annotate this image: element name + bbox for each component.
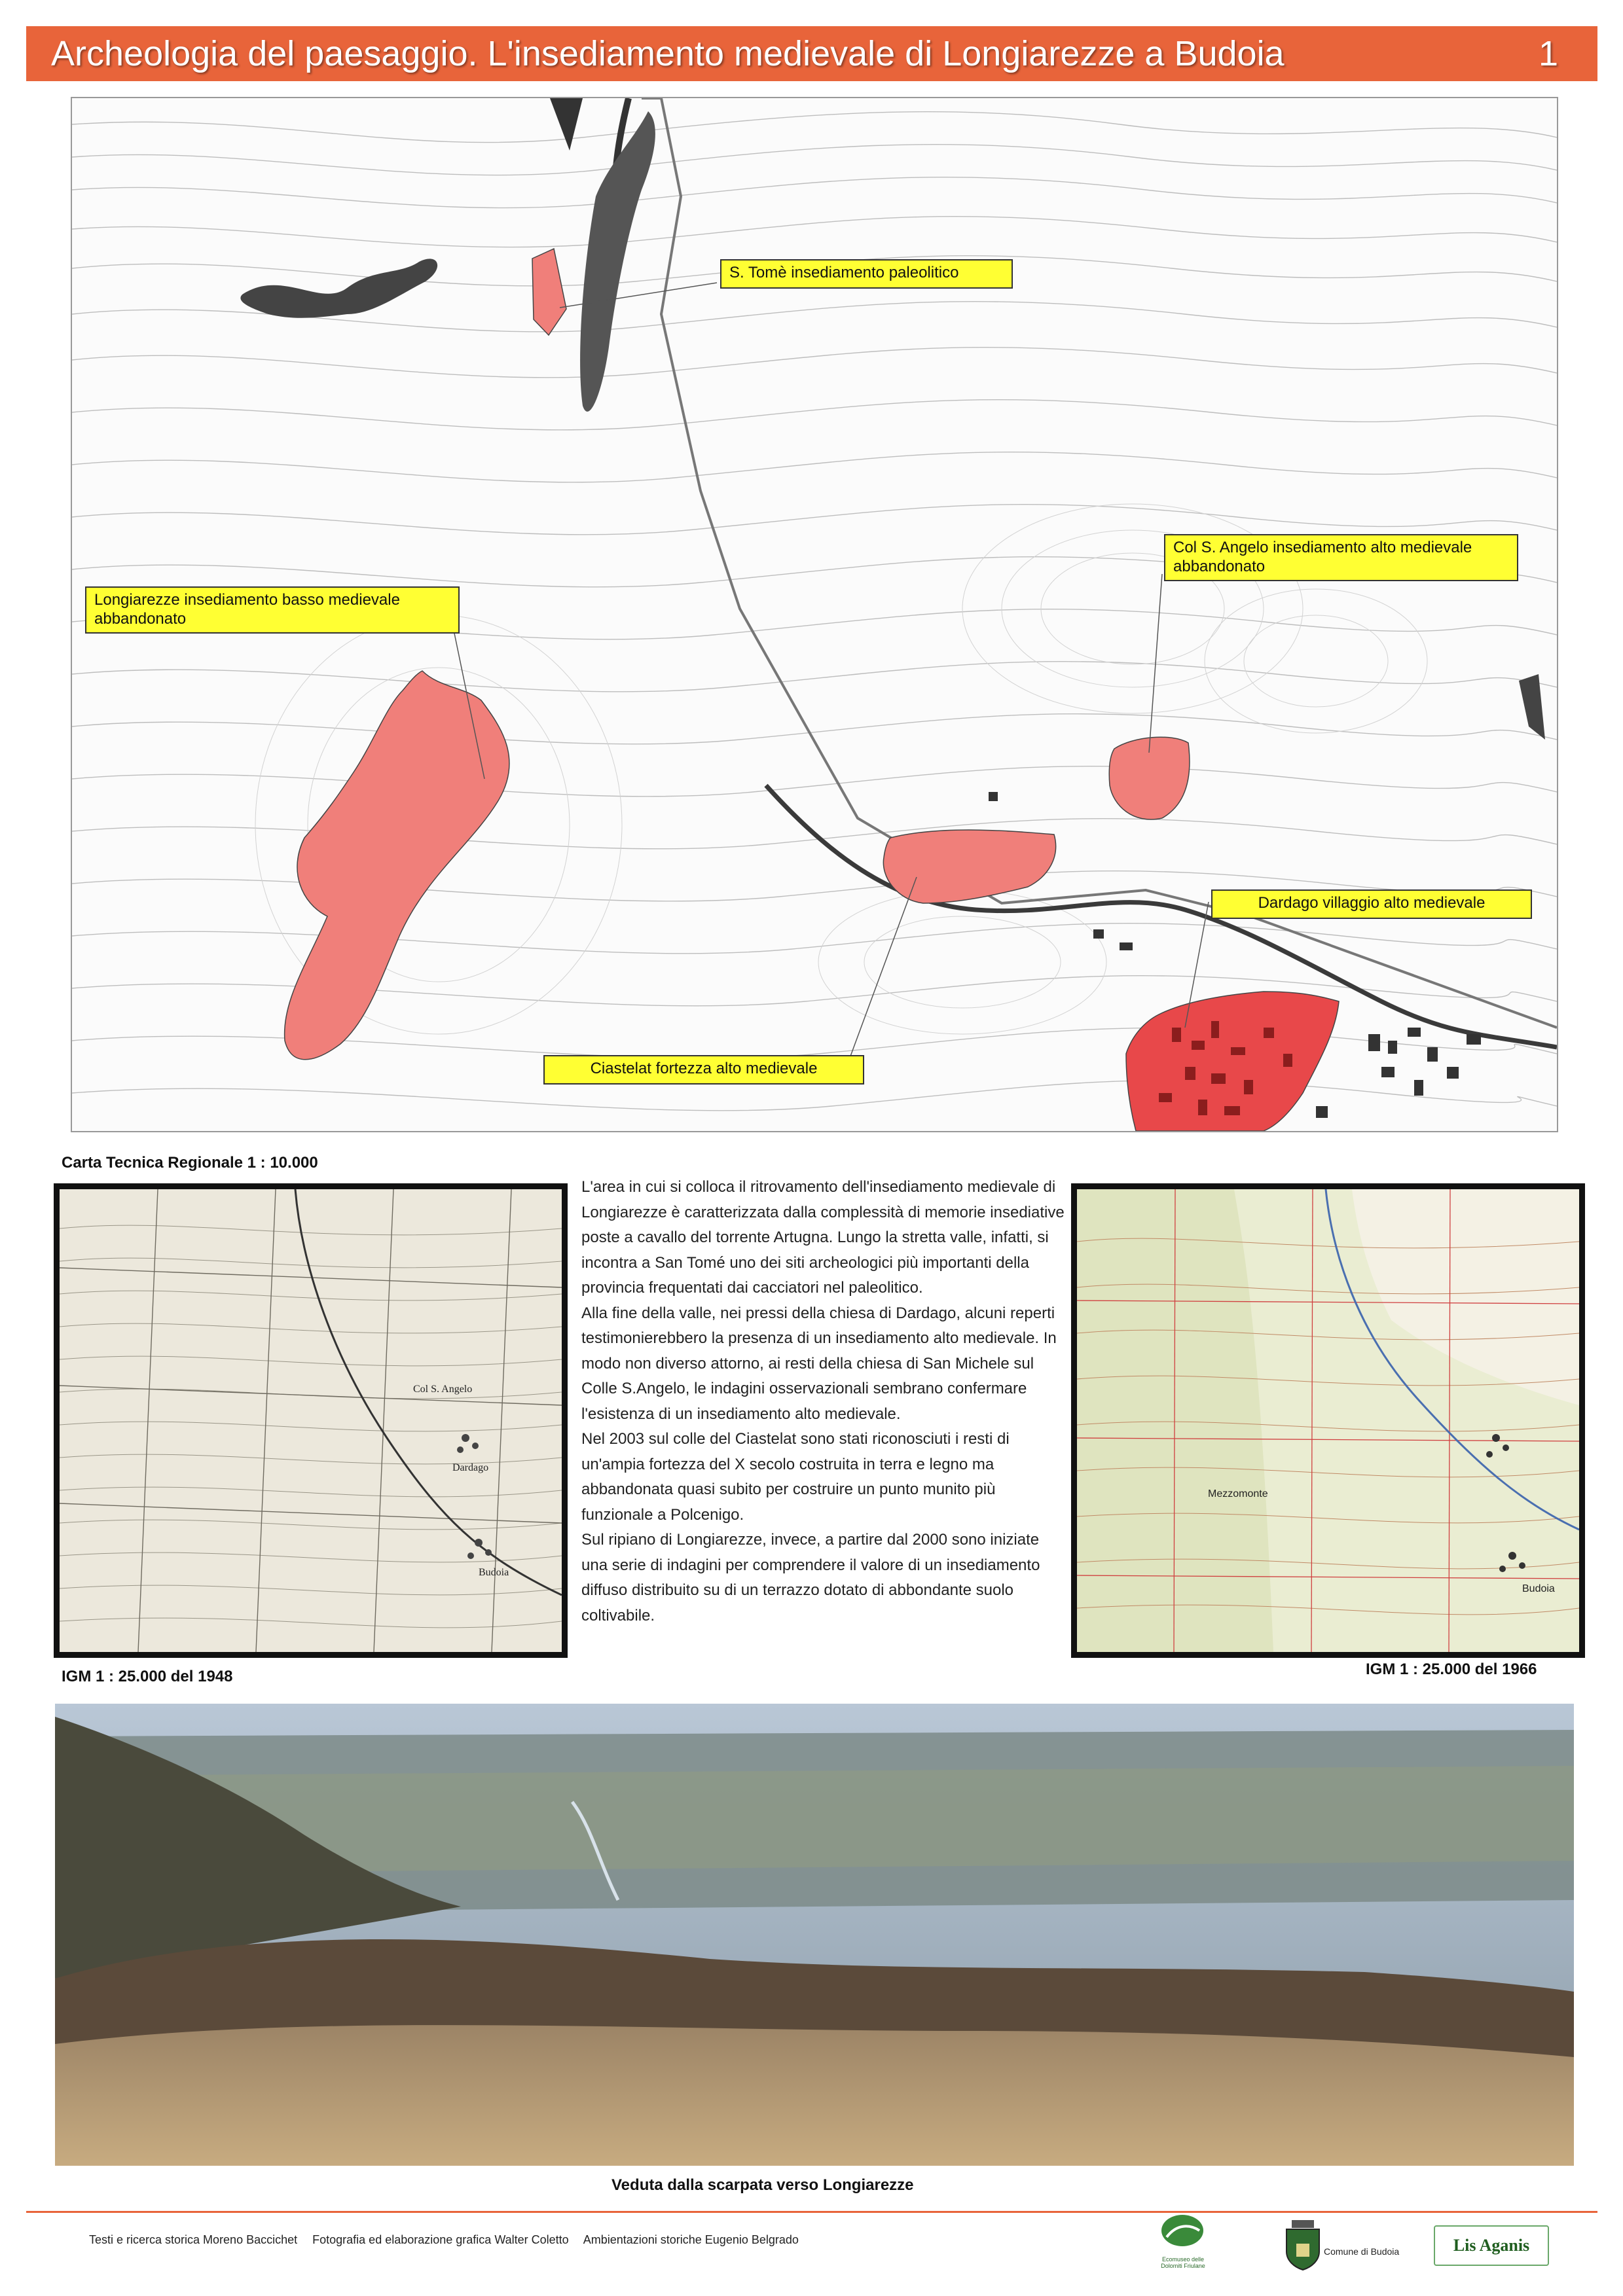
map-1948-graphic <box>60 1189 562 1652</box>
comune-label: Comune di Budoia <box>1324 2246 1400 2257</box>
map-1966-place-mezzomonte: Mezzomonte <box>1208 1488 1268 1499</box>
map-1948-caption: IGM 1 : 25.000 del 1948 <box>62 1668 233 1685</box>
credits <box>89 2233 811 2247</box>
ecomuseo-small-text: Ecomuseo delle Dolomiti Friulane <box>1161 2256 1205 2269</box>
label-longiarezze: Longiarezze insediamento basso medievale abbandonato <box>85 586 460 634</box>
lis-aganis-logo <box>1434 2225 1549 2266</box>
body-paragraph: L'area in cui si colloca il ritrovamento dell'insediamento medievale di Longiarezze è caratterizzata dalla complessità di memorie insediative poste a cavallo del torrente Artugna. Lungo la stretta valle, infatti, si incontra a San Tomé uno dei siti archeologici più importanti della provincia frequentati dai cacciatori nel paleolitico. <box>581 1178 1065 1297</box>
map-1948-place-col-s-angelo: Col S. Angelo <box>413 1384 473 1395</box>
photo-caption: Veduta dalla scarpata verso Longiarezze <box>611 2176 914 2194</box>
credit-ambientazioni: Ambientazioni storiche Eugenio Belgrado <box>583 2233 799 2246</box>
landscape-photo-graphic <box>55 1704 1574 2166</box>
map-1966-caption: IGM 1 : 25.000 del 1966 <box>1366 1660 1537 1678</box>
main-map <box>71 97 1558 1132</box>
body-paragraph: Sul ripiano di Longiarezze, invece, a partire dal 2000 sono iniziate una serie di indagini per comprendere il valore di un insediamento diffuso distribuito su di un terrazzo dotato di abbondante suolo coltivabile. <box>581 1531 1040 1624</box>
map-1966-place-budoia: Budoia <box>1522 1583 1555 1594</box>
body-text <box>581 1175 1066 1628</box>
body-paragraph: Nel 2003 sul colle del Ciastelat sono stati riconosciuti i resti di un'ampia fortezza del X secolo costruita in terra e legno ma abbandonata quasi subito per costruire un punto munito più funzionale a Polcenigo. <box>581 1430 1010 1524</box>
label-s-tome: S. Tomè insediamento paleolitico <box>720 259 1013 289</box>
comune-crest-icon <box>1280 2217 1326 2271</box>
credit-text: Testi e ricerca storica Moreno Baccichet <box>89 2233 298 2246</box>
page-number: 1 <box>1538 34 1558 73</box>
label-ciastelat: Ciastelat fortezza alto medievale <box>543 1055 864 1085</box>
body-paragraph: Alla fine della valle, nei pressi della chiesa di Dardago, alcuni reperti testimonierebbero la presenza di un insediamento alto medievale. In modo non diverso attorno, ai resti della chiesa di San Michele sul Colle S.Angelo, le indagini osservazionali sembrano confermare l'esistenza di un insediamento alto medievale. <box>581 1304 1057 1423</box>
map-1966-graphic <box>1077 1189 1579 1652</box>
map-igm-1948 <box>54 1183 568 1658</box>
map-1948-place-dardago: Dardago <box>452 1462 489 1473</box>
page-title: Archeologia del paesaggio. L'insediamento medievale di Longiarezze a Budoia <box>51 34 1285 73</box>
panorama-photo <box>55 1704 1574 2166</box>
label-col-s-angelo: Col S. Angelo insediamento alto medievale abbandonato <box>1164 534 1518 581</box>
credit-photo: Fotografia ed elaborazione grafica Walter Coletto <box>312 2233 569 2246</box>
main-map-caption: Carta Tecnica Regionale 1 : 10.000 <box>62 1154 318 1172</box>
lis-aganis-text: Lis Aganis <box>1453 2236 1530 2255</box>
map-1948-place-budoia: Budoia <box>479 1567 509 1578</box>
ecomuseo-leaf-logo <box>1154 2211 1213 2269</box>
map-igm-1966 <box>1071 1183 1585 1658</box>
label-dardago: Dardago villaggio alto medievale <box>1211 889 1532 919</box>
footer-divider <box>26 2211 1597 2213</box>
